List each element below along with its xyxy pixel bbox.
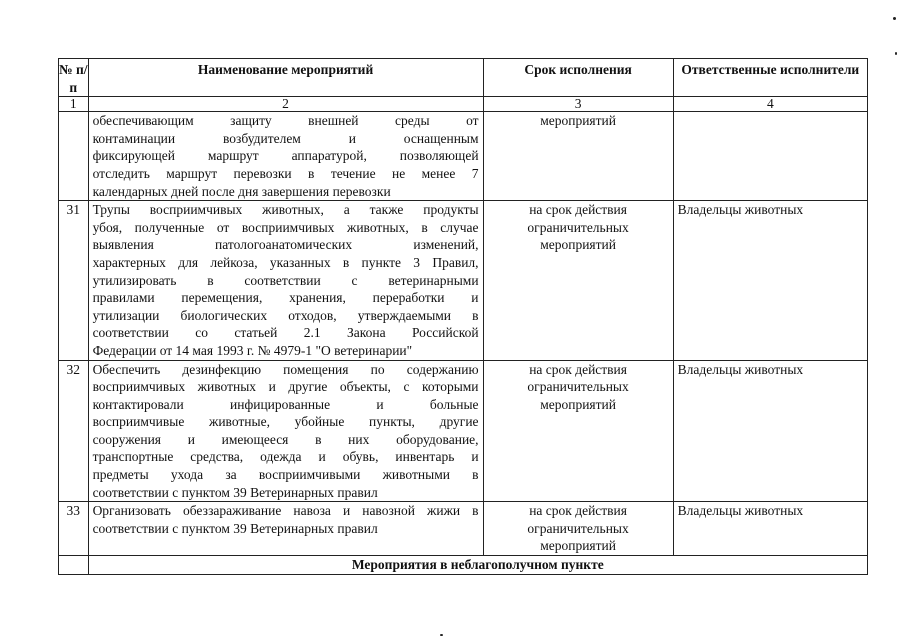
numbering-row bbox=[59, 97, 868, 112]
col-number: 2 bbox=[88, 97, 483, 112]
measure-name-line: убоя, полученные от восприимчивых животных, в случае bbox=[92, 219, 479, 235]
section-title: Мероприятия в неблагополучном пункте bbox=[88, 556, 867, 575]
scan-speck bbox=[895, 52, 897, 55]
measure-name-line: утилизировать в соответствии с ветеринарными bbox=[92, 272, 479, 288]
execution-term: на срок действия ограничительных мероприятий bbox=[483, 502, 673, 556]
measure-name-line: правилами перемещения, хранения, переработки и bbox=[92, 290, 479, 306]
row-number: 33 bbox=[59, 502, 89, 556]
measure-name-line: Организовать обеззараживание навоза и навозной жижи в bbox=[92, 503, 479, 519]
responsible-party: Владельцы животных bbox=[673, 502, 867, 556]
measures-table bbox=[58, 58, 868, 575]
responsible-party bbox=[673, 112, 867, 201]
row-number: 32 bbox=[59, 360, 89, 502]
measure-name-line: соответствии с пунктом 39 Ветеринарных правил bbox=[92, 484, 378, 500]
header-name: Наименование мероприятий bbox=[88, 59, 483, 97]
execution-term: на срок действия ограничительных мероприятий bbox=[483, 360, 673, 502]
header-term: Срок исполнения bbox=[483, 59, 673, 97]
table-row bbox=[59, 360, 868, 502]
col-number: 3 bbox=[483, 97, 673, 112]
scan-speck bbox=[893, 17, 896, 20]
row-number bbox=[59, 112, 89, 201]
measure-name-line: восприимчивые животные, убойные пункты, другие bbox=[92, 414, 479, 430]
measure-name-line: соответствии со статьей 2.1 Закона Российской bbox=[92, 325, 479, 341]
header-row bbox=[59, 59, 868, 97]
measure-name bbox=[88, 201, 483, 360]
measure-name-line: фиксирующей маршрут аппаратурой, позволяющей bbox=[92, 148, 479, 164]
measure-name-line: отследить маршрут перевозки в течение не менее 7 bbox=[92, 165, 479, 181]
measure-name-line: Обеспечить дезинфекцию помещения по содержанию bbox=[92, 361, 479, 377]
measure-name-line: контактировали инфицированные и больные bbox=[92, 396, 479, 412]
measure-name bbox=[88, 502, 483, 556]
responsible-party: Владельцы животных bbox=[673, 201, 867, 360]
measure-name-line: календарных дней после дня завершения перевозки bbox=[92, 183, 391, 199]
measure-name-line: транспортные средства, одежда и обувь, инвентарь и bbox=[92, 449, 479, 465]
row-number: 31 bbox=[59, 201, 89, 360]
table-row bbox=[59, 112, 868, 201]
measure-name-line: Трупы восприимчивых животных, а также продукты bbox=[92, 202, 479, 218]
section-row bbox=[59, 556, 868, 575]
col-number: 4 bbox=[673, 97, 867, 112]
table-row bbox=[59, 201, 868, 360]
measure-name-line: соответствии с пунктом 39 Ветеринарных правил bbox=[92, 520, 378, 536]
measure-name-line: характерных для лейкоза, указанных в пункте 3 Правил, bbox=[92, 254, 479, 270]
measure-name-line: Федерации от 14 мая 1993 г. № 4979-1 "О ветеринарии" bbox=[92, 342, 413, 358]
measure-name-line: утилизации биологических отходов, утверждаемыми в bbox=[92, 307, 479, 323]
measure-name bbox=[88, 112, 483, 201]
execution-term: на срок действия ограничительных мероприятий bbox=[483, 201, 673, 360]
table-row bbox=[59, 502, 868, 556]
header-resp: Ответственные исполнители bbox=[673, 59, 867, 97]
measure-name-line: предметы ухода за восприимчивыми животными в bbox=[92, 467, 479, 483]
section-no bbox=[59, 556, 89, 575]
measure-name-line: восприимчивых животных и другие объекты, с которыми bbox=[92, 379, 479, 395]
header-no: № п/п bbox=[59, 59, 89, 97]
measure-name bbox=[88, 360, 483, 502]
measure-name-line: выявления патологоанатомических изменений, bbox=[92, 237, 479, 253]
col-number: 1 bbox=[59, 97, 89, 112]
scan-speck bbox=[440, 634, 443, 636]
measure-name-line: контаминации возбудителем и оснащенным bbox=[92, 130, 479, 146]
responsible-party: Владельцы животных bbox=[673, 360, 867, 502]
measure-name-line: сооружения и имеющееся в них оборудование, bbox=[92, 431, 479, 447]
execution-term: мероприятий bbox=[483, 112, 673, 201]
measure-name-line: обеспечивающим защиту внешней среды от bbox=[92, 113, 479, 129]
